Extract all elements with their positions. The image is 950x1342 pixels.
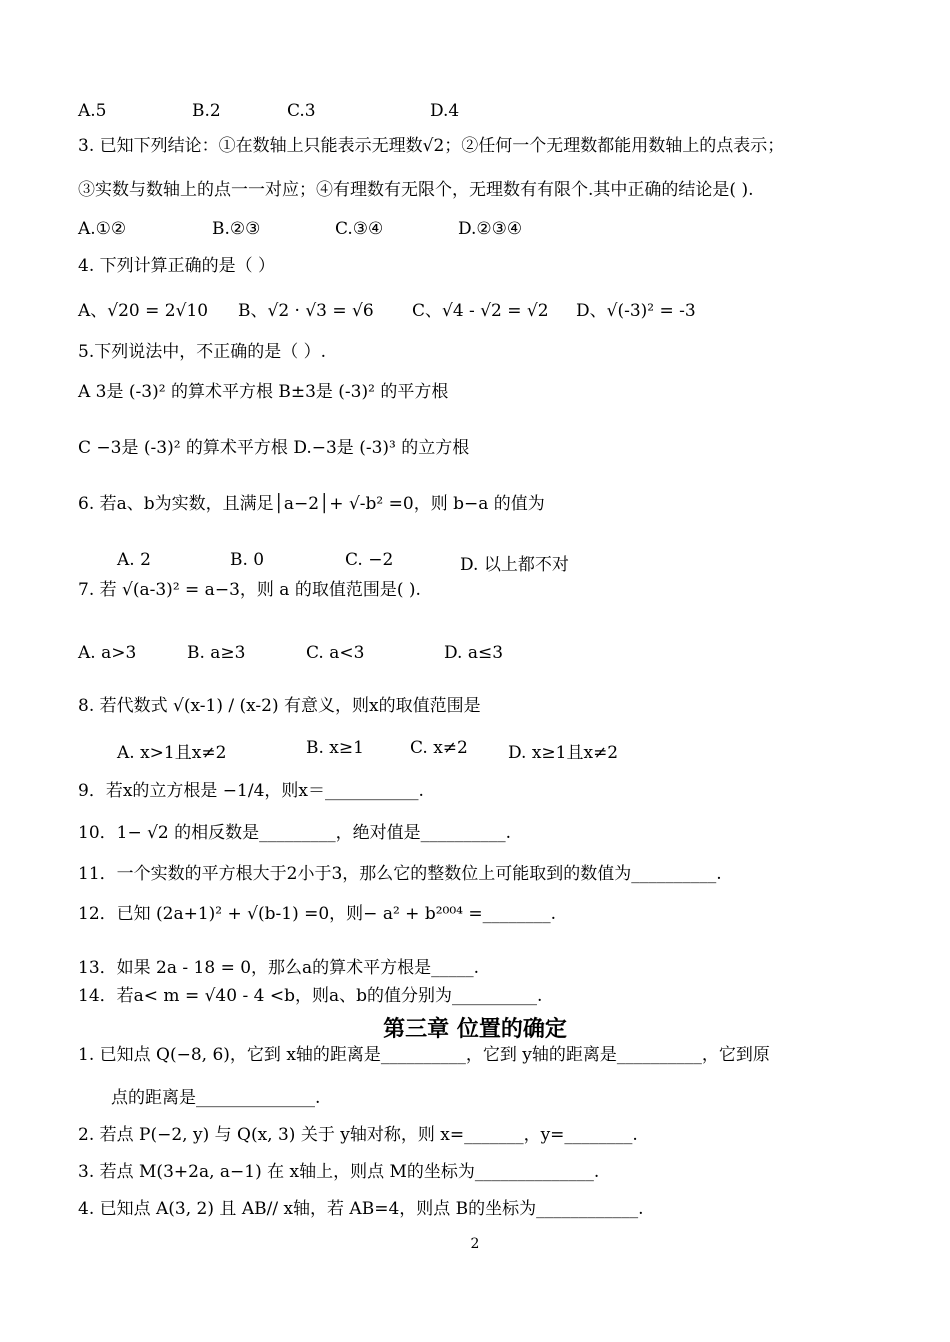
page-number: 2 (470, 1236, 480, 1252)
ch3-q3: 3. 若点 M(3+2a, a−1) 在 x轴上，则点 M的坐标为______________. (78, 1162, 600, 1182)
q12-stem: 12．已知 (2a+1)² + √(b-1) =0，则− a² + b²⁰⁰⁴ =________. (78, 904, 557, 924)
q2-option-b: B.2 (192, 101, 221, 121)
q4-option-d: D、√(-3)² = -3 (576, 301, 696, 321)
q2-option-c: C.3 (287, 101, 316, 121)
q3-option-d: D.②③④ (458, 219, 523, 239)
q9-stem: 9．若x的立方根是 −1/4，则x＝___________. (78, 781, 424, 801)
q3-option-b: B.②③ (212, 219, 261, 239)
q6-stem: 6. 若a、b为实数，且满足│a−2│+ √-b² =0，则 b−a 的值为 (78, 494, 545, 514)
q13-stem: 13．如果 2a - 18 = 0，那么a的算术平方根是_____. (78, 958, 480, 978)
q6-option-d: D. 以上都不对 (460, 555, 569, 575)
q4-stem: 4. 下列计算正确的是（ ） (78, 256, 276, 276)
q7-option-c: C. a<3 (306, 643, 365, 663)
ch3-q2: 2. 若点 P(−2, y) 与 Q(x, 3) 关于 y轴对称，则 x=_______，y=________. (78, 1125, 638, 1145)
q14-stem: 14．若a< m = √40 - 4 <b，则a、b的值分别为__________. (78, 986, 543, 1006)
q6-option-c: C. −2 (345, 550, 394, 570)
q2-option-d: D.4 (430, 101, 460, 121)
q5-stem: 5.下列说法中，不正确的是（ ）. (78, 342, 327, 362)
q4-option-a: A、√20 = 2√10 (78, 301, 209, 321)
q4-option-b: B、√2 · √3 = √6 (238, 301, 374, 321)
q8-option-c: C. x≠2 (410, 738, 468, 758)
q8-option-d: D. x≥1且x≠2 (508, 743, 619, 763)
q5-options-ab: A 3是 (-3)² 的算术平方根 B±3是 (-3)² 的平方根 (78, 382, 449, 402)
q8-option-a: A. x>1且x≠2 (117, 743, 227, 763)
q7-option-a: A. a>3 (78, 643, 137, 663)
q8-option-b: B. x≥1 (306, 738, 364, 758)
q7-option-b: B. a≥3 (187, 643, 246, 663)
q11-stem: 11．一个实数的平方根大于2小于3，那么它的整数位上可能取到的数值为__________. (78, 864, 722, 884)
q3-option-a: A.①② (78, 219, 127, 239)
ch3-q1-line-1: 1. 已知点 Q(−8, 6)，它到 x轴的距离是__________，它到 y轴的距离是__________，它到原 (78, 1045, 770, 1065)
chapter-title: 第三章 位置的确定 (383, 1017, 567, 1042)
q3-line-1: 3. 已知下列结论：①在数轴上只能表示无理数√2；②任何一个无理数都能用数轴上的点表示； (78, 136, 785, 156)
q5-options-cd: C −3是 (-3)² 的算术平方根 D.−3是 (-3)³ 的立方根 (78, 438, 470, 458)
q8-stem: 8. 若代数式 √(x-1) / (x-2) 有意义，则x的取值范围是 (78, 696, 481, 716)
q2-option-a: A.5 (78, 101, 107, 121)
q3-option-c: C.③④ (335, 219, 384, 239)
q7-option-d: D. a≤3 (444, 643, 504, 663)
q3-line-2: ③实数与数轴上的点一一对应；④有理数有无限个，无理数有有限个.其中正确的结论是( ). (78, 180, 754, 200)
q4-option-c: C、√4 - √2 = √2 (412, 301, 549, 321)
ch3-q4: 4. 已知点 A(3, 2) 且 AB// x轴，若 AB=4，则点 B的坐标为____________. (78, 1199, 644, 1219)
q6-option-b: B. 0 (230, 550, 265, 570)
q6-option-a: A. 2 (117, 550, 151, 570)
q7-stem: 7. 若 √(a-3)² = a−3，则 a 的取值范围是( ). (78, 580, 421, 600)
q10-stem: 10．1− √2 的相反数是_________，绝对值是__________. (78, 823, 512, 843)
ch3-q1-line-2: 点的距离是______________. (111, 1088, 321, 1108)
